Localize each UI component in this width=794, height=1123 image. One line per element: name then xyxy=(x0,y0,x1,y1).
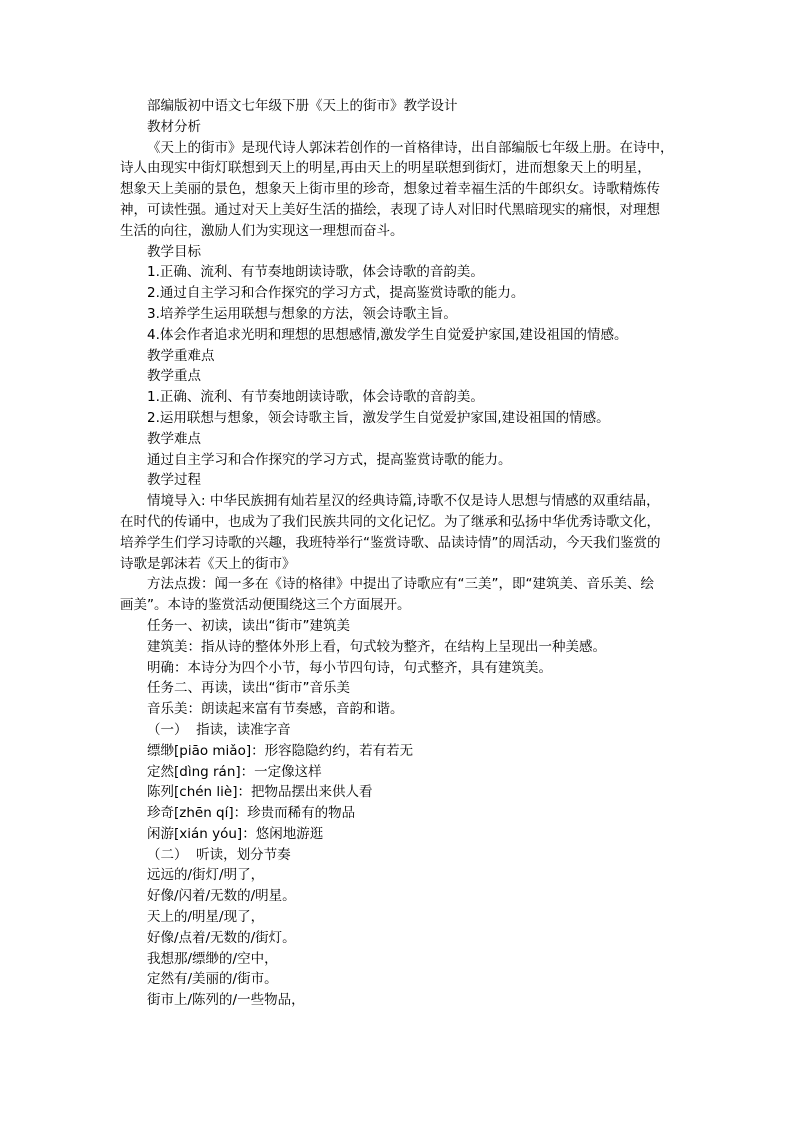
goal-item: 2.通过自主学习和合作探究的学习方式，提高鉴赏诗歌的能力。 xyxy=(147,285,525,302)
heading-key-difficulties: 教学重难点 xyxy=(147,347,215,364)
document-title: 部编版初中语文七年级下册《天上的街市》教学设计 xyxy=(147,98,458,114)
key-point-item: 2.运用联想与想象，领会诗歌主旨，激发学生自觉爱护家国,建设祖国的情感。 xyxy=(147,409,610,426)
heading-analysis: 教材分析 xyxy=(147,118,201,135)
intro-line: 培养学生们学习诗歌的兴趣，我班特举行“鉴赏诗歌、品读诗情”的周活动，今天我们鉴赏的 xyxy=(120,534,661,551)
vocab-item: 定然[dìng rán]：一定像这样 xyxy=(147,763,322,780)
heading-key-points: 教学重点 xyxy=(147,368,201,385)
analysis-line: 生活的向往，激励人们为实现这一理想而奋斗。 xyxy=(120,222,404,239)
intro-line: 在时代的传诵中，也成为了我们民族共同的文化记忆。为了继承和弘扬中华优秀诗歌文化， xyxy=(120,513,660,530)
poem-line: 定然有/美丽的/街市。 xyxy=(147,971,278,988)
architecture-beauty-text: 建筑美：指从诗的整体外形上看，句式较为整齐，在结构上呈现出一种美感。 xyxy=(147,638,606,655)
music-beauty-text: 音乐美：朗读起来富有节奏感，音韵和谐。 xyxy=(147,701,404,718)
task-two-heading: 任务二、再读，读出“街市”音乐美 xyxy=(147,680,350,697)
method-line: 画美”。本诗的鉴赏活动便围绕这三个方面展开。 xyxy=(120,597,411,614)
goal-item: 4.体会作者追求光明和理想的思想感情,激发学生自觉爱护家国,建设祖国的情感。 xyxy=(147,326,628,343)
intro-line: 诗歌是郭沫若《天上的街市》 xyxy=(120,555,296,572)
poem-line: 街市上/陈列的/一些物品， xyxy=(147,992,305,1009)
method-line: 方法点拨：闻一多在《诗的格律》中提出了诗歌应有“三美”，即“建筑美、音乐美、绘 xyxy=(147,576,654,593)
vocab-item: 闲游[xián yóu]：悠闲地游逛 xyxy=(147,825,324,842)
difficulty-text: 通过自主学习和合作探究的学习方式，提高鉴赏诗歌的能力。 xyxy=(147,451,512,468)
step-two-heading: （二） 听读，划分节奏 xyxy=(147,846,291,863)
goal-item: 3.培养学生运用联想与想象的方法，领会诗歌主旨。 xyxy=(147,305,457,322)
key-point-item: 1.正确、流利、有节奏地朗读诗歌，体会诗歌的音韵美。 xyxy=(147,389,484,406)
vocab-item: 珍奇[zhēn qí]：珍贵而稀有的物品 xyxy=(147,805,356,822)
vocab-item: 缥缈[piāo miǎo]：形容隐隐约约，若有若无 xyxy=(147,742,414,759)
vocab-item: 陈列[chén liè]：把物品摆出来供人看 xyxy=(147,784,373,801)
heading-process: 教学过程 xyxy=(147,472,201,489)
analysis-line: 想象天上美丽的景色，想象天上街市里的珍奇，想象过着幸福生活的牛郎织女。诗歌精炼传 xyxy=(120,181,660,198)
poem-line: 天上的/明星/现了， xyxy=(147,909,265,926)
poem-line: 好像/闪着/无数的/明星。 xyxy=(147,888,296,905)
analysis-line: 《天上的街市》是现代诗人郭沫若创作的一首格律诗，出自部编版七年级上册。在诗中， xyxy=(147,139,674,156)
analysis-line: 神，可读性强。通过对天上美好生活的描绘，表现了诗人对旧时代黑暗现实的痛恨，对理想 xyxy=(120,201,660,218)
intro-paragraph xyxy=(120,491,680,574)
poem-line: 好像/点着/无数的/街灯。 xyxy=(147,929,296,946)
analysis-line: 诗人由现实中街灯联想到天上的明星,再由天上的明星联想到街灯，进而想象天上的明星， xyxy=(120,160,651,177)
poem-line: 我想那/缥缈的/空中， xyxy=(147,950,278,967)
poem-line: 远远的/街灯/明了， xyxy=(147,867,265,884)
method-paragraph xyxy=(120,574,680,616)
heading-difficulties: 教学难点 xyxy=(147,430,201,447)
step-one-heading: （一） 指读，读准字音 xyxy=(147,721,291,738)
analysis-paragraph xyxy=(120,138,680,242)
clarify-text: 明确：本诗分为四个小节，每小节四句诗，句式整齐，具有建筑美。 xyxy=(147,659,552,676)
intro-line: 情境导入: 中华民族拥有灿若星汉的经典诗篇,诗歌不仅是诗人思想与情感的双重结晶， xyxy=(147,493,660,510)
document-body xyxy=(120,96,680,1011)
goal-item: 1.正确、流利、有节奏地朗读诗歌，体会诗歌的音韵美。 xyxy=(147,264,484,281)
task-one-heading: 任务一、初读，读出“街市”建筑美 xyxy=(147,617,350,634)
heading-goals: 教学目标 xyxy=(147,243,201,260)
